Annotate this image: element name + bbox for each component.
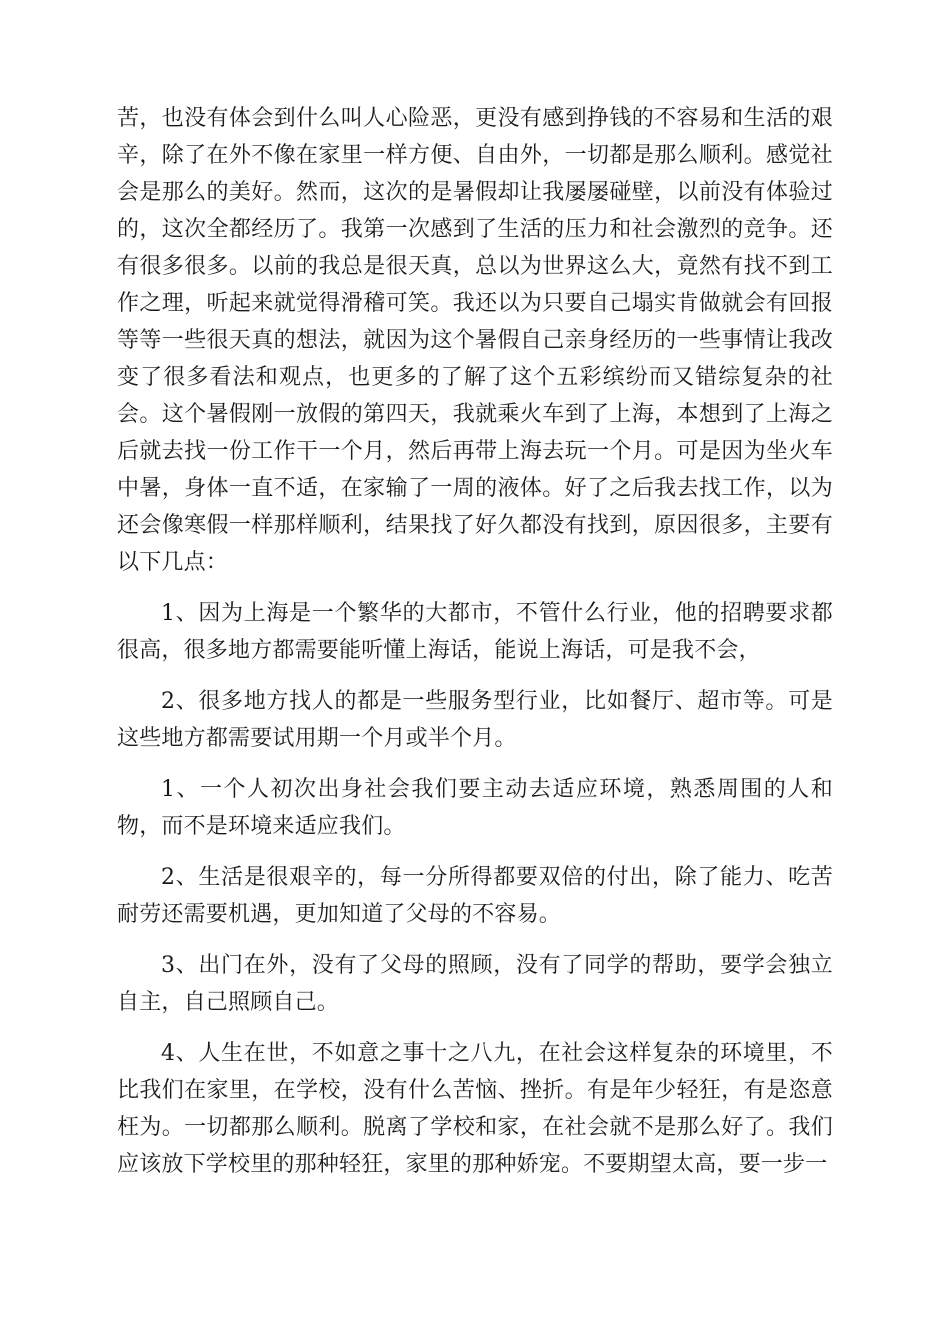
paragraph-lesson-3: 3、出门在外，没有了父母的照顾，没有了同学的帮助，要学会独立自主，自己照顾自己。 (117, 953, 833, 1015)
paragraph-reason-1: 1、因为上海是一个繁华的大都市，不管什么行业，他的招聘要求都很高，很多地方都需要能听懂上海话，能说上海话，可是我不会， (117, 601, 833, 663)
document-body (117, 100, 833, 1197)
paragraph-reason-2: 2、很多地方找人的都是一些服务型行业，比如餐厅、超市等。可是这些地方都需要试用期一个月或半个月。 (117, 689, 833, 751)
paragraph-lesson-4: 4、人生在世，不如意之事十之八九，在社会这样复杂的环境里，不比我们在家里，在学校，没有什么苦恼、挫折。有是年少轻狂，有是恣意枉为。一切都那么顺利。脱离了学校和家，在社会就不是那么好了。我们应该放下学校里的那种轻狂，家里的那种娇宠。不要期望太高，要一步一 (117, 1041, 833, 1177)
paragraph-lesson-2: 2、生活是很艰辛的，每一分所得都要双倍的付出，除了能力、吃苦耐劳还需要机遇，更加知道了父母的不容易。 (117, 865, 833, 927)
paragraph-lesson-1: 1、一个人初次出身社会我们要主动去适应环境，熟悉周围的人和物，而不是环境来适应我们。 (117, 777, 833, 839)
paragraph-intro: 苦，也没有体会到什么叫人心险恶，更没有感到挣钱的不容易和生活的艰辛，除了在外不像在家里一样方便、自由外，一切都是那么顺利。感觉社会是那么的美好。然而，这次的是暑假却让我屡屡碰壁，以前没有体验过的，这次全都经历了。我第一次感到了生活的压力和社会激烈的竞争。还有很多很多。以前的我总是很天真，总以为世界这么大，竟然有找不到工作之理，听起来就觉得滑稽可笑。我还以为只要自己塌实肯做就会有回报等等一些很天真的想法，就因为这个暑假自己亲身经历的一些事情让我改变了很多看法和观点，也更多的了解了这个五彩缤纷而又错综复杂的社会。这个暑假刚一放假的第四天，我就乘火车到了上海，本想到了上海之后就去找一份工作干一个月，然后再带上海去玩一个月。可是因为坐火车中暑，身体一直不适，在家输了一周的液体。好了之后我去找工作，以为还会像寒假一样那样顺利，结果找了好久都没有找到，原因很多，主要有以下几点： (117, 106, 833, 575)
